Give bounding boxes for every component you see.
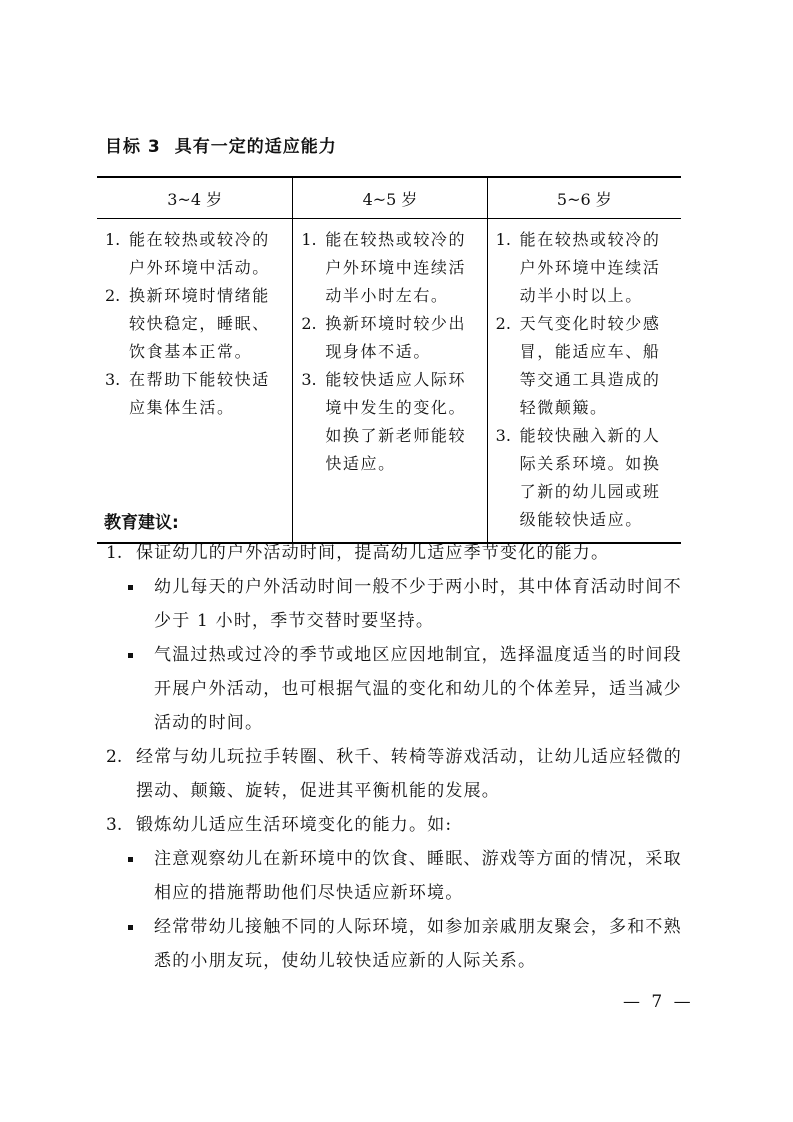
advice-text: 锻炼幼儿适应生活环境变化的能力。如: [136,815,453,835]
bullet-item [126,910,686,978]
advice-item [106,536,686,570]
item-text: 能在较热或较冷的户外环境中连续活动半小时左右。 [325,230,467,305]
bullet-text: 幼儿每天的户外活动时间一般不少于两小时，其中体育活动时间不少于 1 小时，季节交替时要坚持。 [154,577,682,631]
item-text: 在帮助下能较快适应集体生活。 [129,370,270,417]
column-age-3-4 [97,219,293,544]
advice-list [106,536,686,978]
advice-number: 2. [106,747,123,767]
item-number: 3. [105,370,121,389]
goals-table [97,176,681,544]
list-item [105,366,286,422]
item-text: 能在较热或较冷的户外环境中连续活动半小时以上。 [519,230,661,305]
item-number: 1. [105,230,121,249]
page-number: — 7 — [623,992,694,1012]
list-item [496,422,675,534]
goal-title [105,132,337,157]
item-text: 天气变化时较少感冒，能适应车、船等交通工具造成的轻微颠簸。 [519,314,661,417]
item-number: 3. [495,426,511,445]
list-item [496,226,675,310]
bullet-item [126,570,686,638]
bullet-text: 经常带幼儿接触不同的人际环境，如参加亲戚朋友聚会，多和不熟悉的小朋友玩，使幼儿较快适应新的人际关系。 [154,917,682,971]
bullet-icon [126,570,154,638]
header-age-3-4: 3~4 岁 [97,177,293,219]
list-item [105,282,286,366]
list-item [301,366,480,478]
education-title: 教育建议: [104,513,179,533]
advice-number: 3. [106,815,123,835]
item-text: 换新环境时较少出现身体不适。 [325,314,467,361]
list-item [301,226,480,310]
item-number: 1. [301,230,317,249]
header-age-5-6: 5~6 岁 [487,177,681,219]
bullet-item [126,842,686,910]
advice-number: 1. [106,543,123,563]
table-row [97,219,681,544]
item-number: 2. [495,314,511,333]
goal-label: 目标 3 [105,137,161,157]
item-text: 能较快融入新的人际关系环境。如换了新的幼儿园或班级能较快适应。 [519,426,661,529]
list-item [496,310,675,422]
item-text: 能较快适应人际环境中发生的变化。如换了新老师能较快适应。 [325,370,467,473]
bullet-icon [126,910,154,978]
item-number: 3. [301,370,317,389]
bullet-text: 注意观察幼儿在新环境中的饮食、睡眠、游戏等方面的情况，采取相应的措施帮助他们尽快适应新环境。 [154,849,682,903]
advice-text: 经常与幼儿玩拉手转圈、秋千、转椅等游戏活动，让幼儿适应轻微的摆动、颠簸、旋转，促进其平衡机能的发展。 [136,747,682,801]
bullet-icon [126,638,154,740]
item-number: 2. [301,314,317,333]
list-item [301,310,480,366]
bullet-item [126,638,686,740]
item-text: 能在较热或较冷的户外环境中活动。 [129,230,270,277]
table-header-row [97,177,681,219]
advice-item [106,740,686,808]
advice-text: 保证幼儿的户外活动时间，提高幼儿适应季节变化的能力。 [136,543,610,563]
column-age-4-5 [293,219,487,544]
item-text: 换新环境时情绪能较快稳定，睡眠、饮食基本正常。 [129,286,270,361]
bullet-text: 气温过热或过冷的季节或地区应因地制宜，选择温度适当的时间段开展户外活动，也可根据气温的变化和幼儿的个体差异，适当减少活动的时间。 [154,645,682,733]
bullet-icon [126,842,154,910]
item-number: 1. [495,230,511,249]
advice-item [106,808,686,842]
header-age-4-5: 4~5 岁 [293,177,487,219]
goal-text: 具有一定的适应能力 [174,137,337,157]
item-number: 2. [105,286,121,305]
column-age-5-6 [487,219,681,544]
list-item [105,226,286,282]
